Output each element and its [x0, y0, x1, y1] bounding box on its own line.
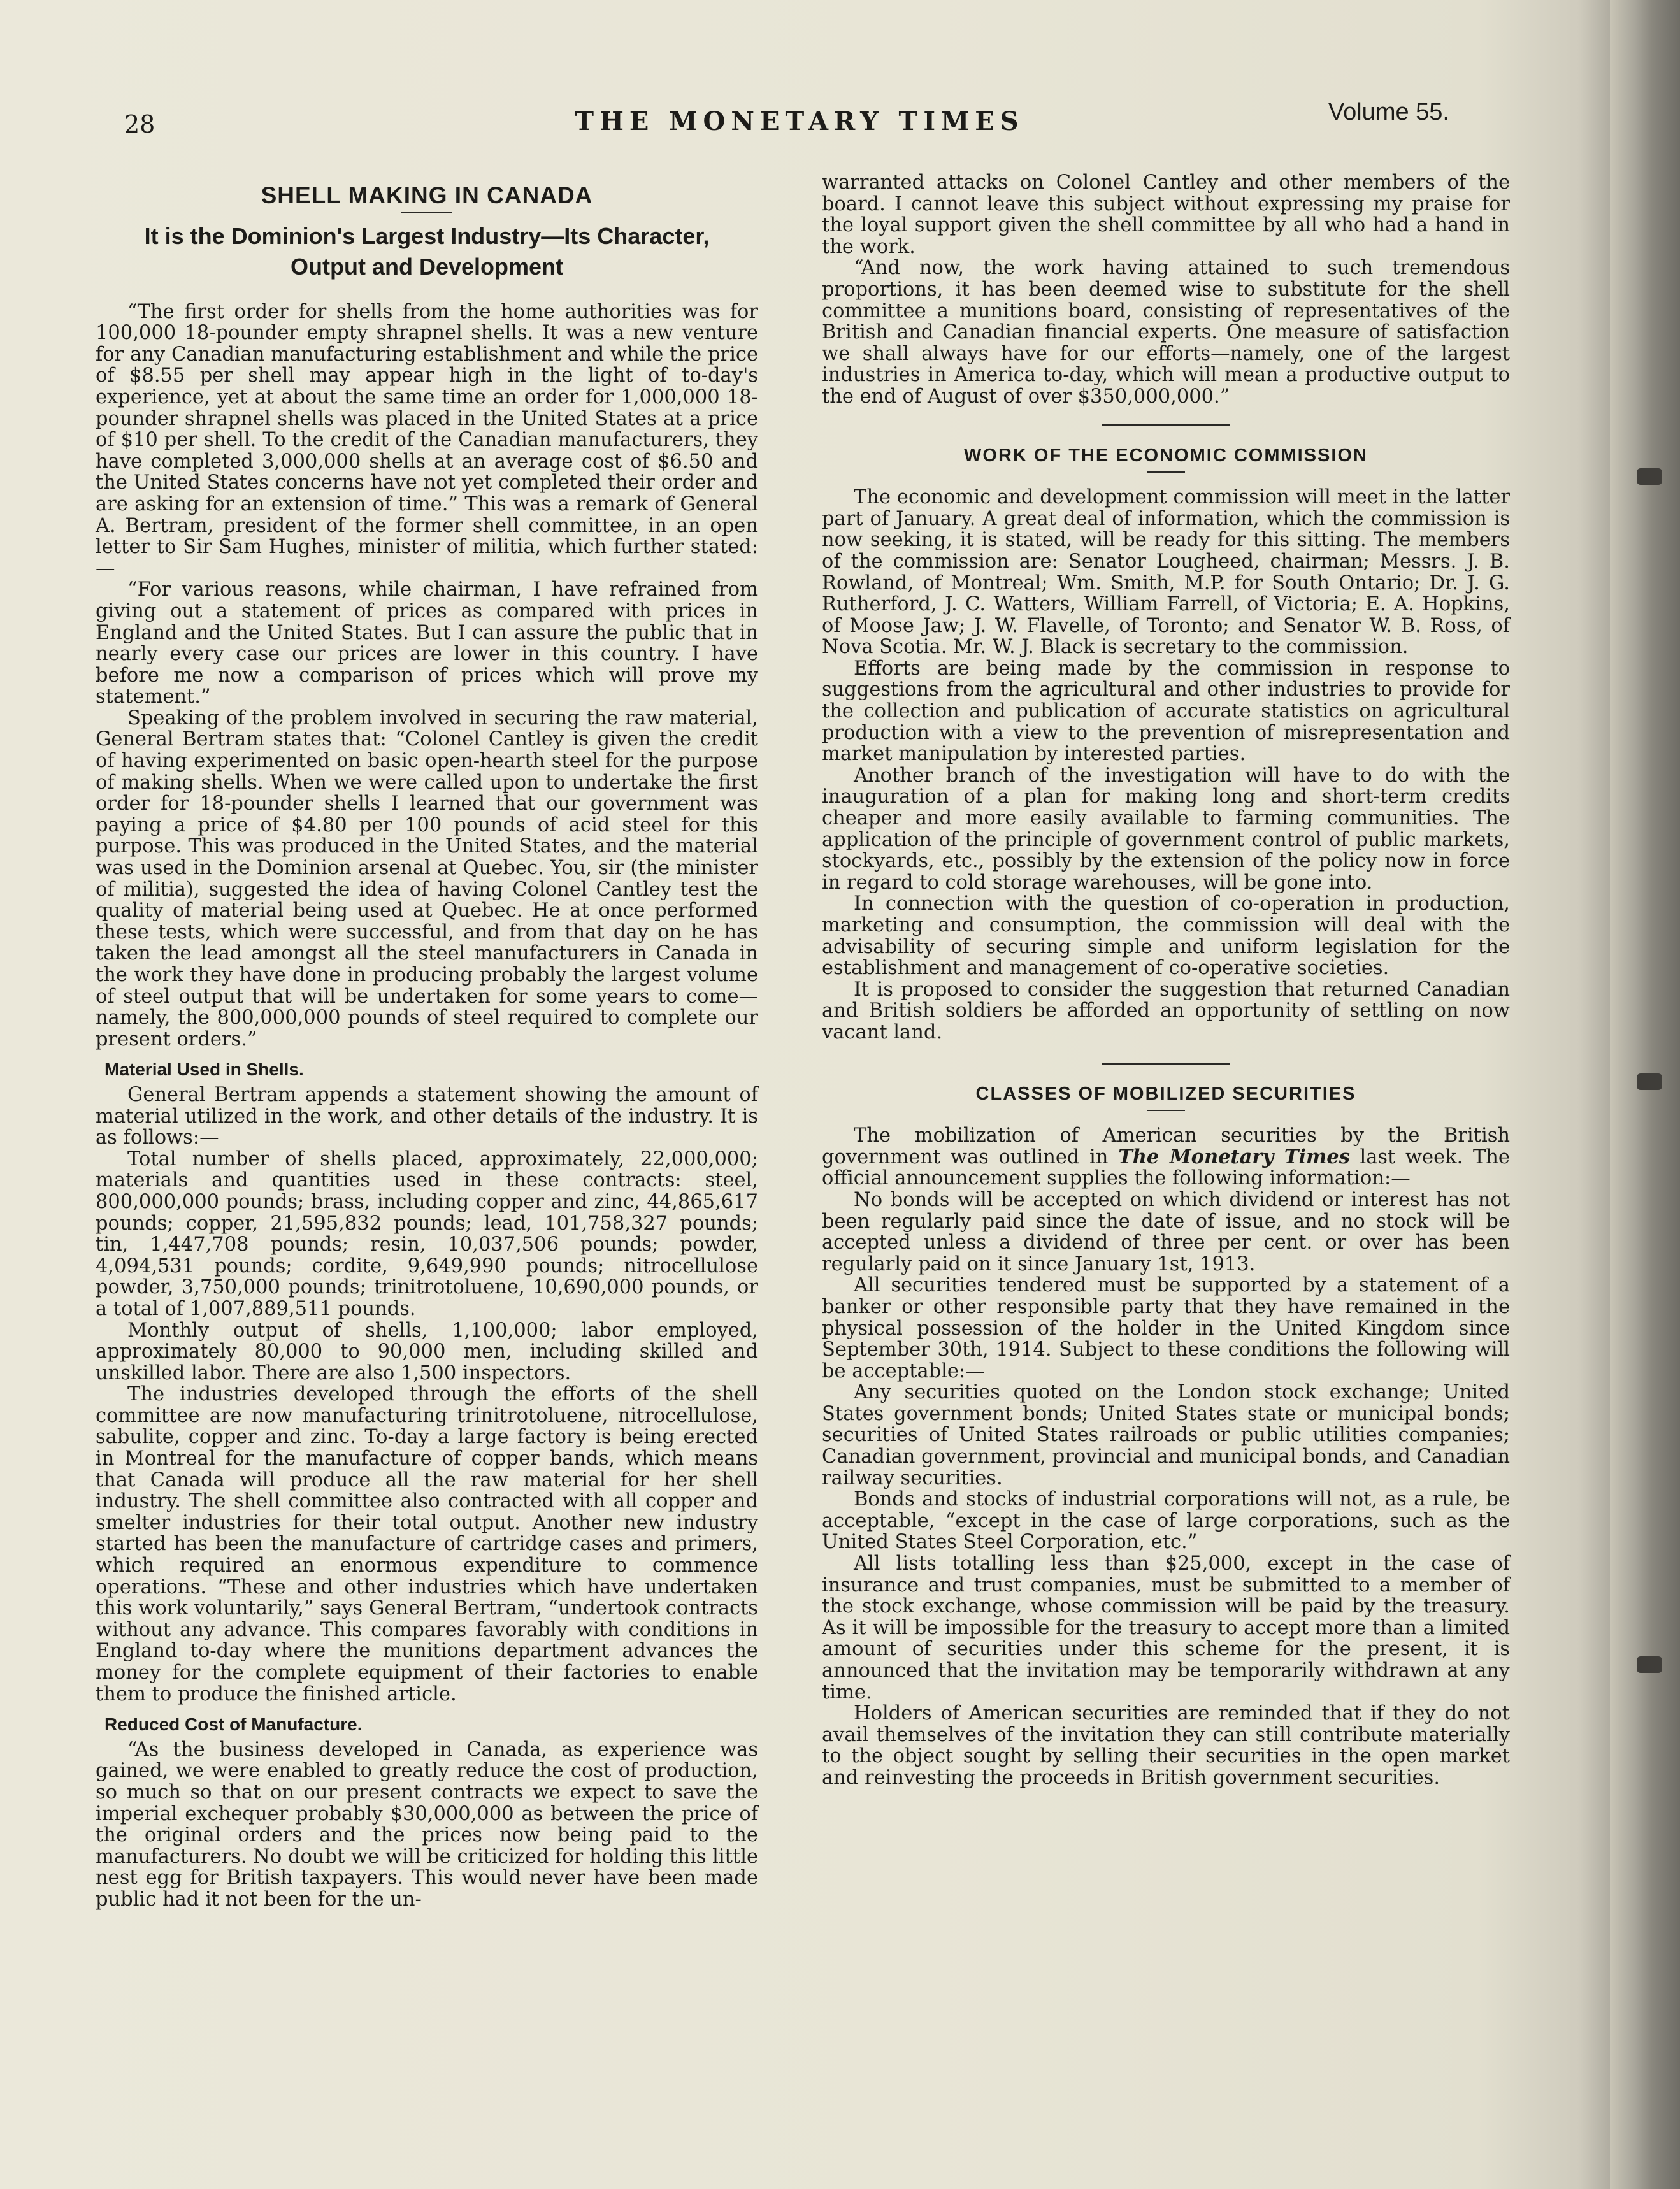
- intro-text: The mobilization of American securities by the British government was outlined in: [822, 1124, 1510, 1168]
- journal-title: THE MONETARY TIMES: [575, 106, 1024, 136]
- publication-name: The Monetary Times: [1118, 1145, 1350, 1168]
- paragraph: In connection with the question of co-operation in production, marketing and consumption, the commission will deal with the advisability of securing simple and uniform legislation for the establishment and management of co-operative societies.: [822, 893, 1510, 980]
- paragraph: Efforts are being made by the commission in response to suggestions from the agricultural and other industries to provide for the collection and publication of accurate statistics on agricultural production with a view to the prevention of misrepresentation and market manipulation by interested parties.: [822, 657, 1510, 766]
- paragraph: “For various reasons, while chairman, I have refrained from giving out a statement of prices as compared with prices in England and the United States. But I can assure the public that in nearly every case our prices are lower in this country. I have before me now a comparison of prices which will prove my statement.”: [96, 578, 758, 708]
- paragraph: Total number of shells placed, approximately, 22,000,000; materials and quantities used in these contracts: steel, 800,000,000 pounds; brass, including copper and zinc, 44,865,617 pounds; copper, 21,595,832 pounds; lead, 101,758,327 pounds; tin, 1,447,708 pounds; resin, 10,037,506 pounds; powder, 4,094,531 pounds; cordite, 9,649,990 pounds; nitrocellulose powder, 3,750,000 pounds; trinitrotoluene, 10,690,000 pounds, or a total of 1,007,889,511 pounds.: [96, 1147, 758, 1320]
- book-spine-edge: [1610, 0, 1680, 2189]
- article-title: WORK OF THE ECONOMIC COMMISSION: [964, 445, 1368, 466]
- paragraph: “And now, the work having attained to such tremendous proportions, it has been deemed wise to substitute for the shell committee a munitions board, consisting of representatives of the British and Canadian financial experts. One measure of satisfaction we shall always have for our efforts—namely, one of the largest industries in America to-day, which will mean a productive output to the end of August of over $350,000,000.”: [822, 257, 1510, 408]
- title-rule: [1147, 471, 1185, 473]
- paragraph: Bonds and stocks of industrial corporations will not, as a rule, be acceptable, “except in the case of large corporations, such as the United States Steel Corporation, etc.”: [822, 1488, 1510, 1554]
- paragraph: It is proposed to consider the suggestion that returned Canadian and British soldiers be afforded an opportunity of settling on now vacant land.: [822, 978, 1510, 1044]
- paragraph: Speaking of the problem involved in securing the raw material, General Bertram states that: “Colonel Cantley is given the credit of having experimented on basic open-hearth steel for the purpose of making shells. When we were called upon to undertake the first order for 18-pounder shells I learned that our government was paying a price of $4.80 per 100 pounds of acid steel for this purpose. This was produced in the United States, and the material was used in the Dominion arsenal at Quebec. You, sir (the minister of militia), suggested the idea of having Colonel Cantley test the quality of material being used at Quebec. He at once performed these tests, which were successful, and from that day on he has taken the lead amongst all the steel manufacturers in Canada in the work they have done in producing probably the largest volume of steel output that will be undertaken for some years to come—namely, the 800,000,000 pounds of steel required to complete our present orders.”: [96, 707, 758, 1051]
- paragraph: “The first order for shells from the home authorities was for 100,000 18-pounder empty shrapnel shells. It was a new venture for any Canadian manufacturing establishment and while the price of $8.55 per shell may appear high in the light of to-day's experience, yet at about the same time an order for 1,000,000 18-pounder shrapnel shells was placed in the United States at a price of $10 per shell. To the credit of the Canadian manufacturers, they have completed 3,000,000 shells at an average cost of $6.50 and the United States concerns have not yet completed their order and are asking for an extension of time.” This was a remark of General A. Bertram, president of the former shell committee, in an open letter to Sir Sam Hughes, minister of militia, which further stated:—: [96, 300, 758, 580]
- section-divider: [1102, 424, 1230, 426]
- left-column: [96, 178, 758, 1911]
- article-subtitle: It is the Dominion's Largest Industry—Its Character, Output and Development: [144, 222, 710, 280]
- page-header: [124, 99, 1475, 143]
- paragraph: “As the business developed in Canada, as experience was gained, we were enabled to greatly reduce the cost of production, so much so that on our present contracts we expect to save the imperial exchequer probably $30,000,000 as between the price of the original orders and the prices now being paid to the manufacturers. No doubt we will be criticized for holding this little nest egg for British taxpayers. This would never have been made public had it not been for the un-: [96, 1738, 758, 1911]
- paragraph: The economic and development commission will meet in the latter part of January. A great deal of information, which the commission is now seeking, it is stated, will be ready for this sitting. The members of the commission are: Senator Lougheed, chairman; Messrs. J. B. Rowland, of Montreal; Wm. Smith, M.P. for South Ontario; Dr. J. G. Rutherford, J. C. Watters, William Farrell, of Victoria; E. A. Hopkins, of Moose Jaw; J. W. Flavelle, of Toronto; and Senator W. B. Ross, of Nova Scotia. Mr. W. J. Black is secretary to the commission.: [822, 486, 1510, 659]
- binding-mark: [1637, 1073, 1662, 1090]
- title-rule: [1147, 1110, 1185, 1111]
- paragraph: All securities tendered must be supported by a statement of a banker or other responsible party that they have remained in the physical possession of the holder in the United Kingdom since September 30th, 1914. Subject to these conditions the following will be acceptable:—: [822, 1274, 1510, 1382]
- paragraph: No bonds will be accepted on which dividend or interest has not been regularly paid since the date of issue, and no stock will be accepted unless a dividend of three per cent. or over has been regularly paid on it since January 1st, 1913.: [822, 1188, 1510, 1275]
- paragraph: Another branch of the investigation will have to do with the inauguration of a plan for making long and short-term credits cheaper and more easily available to farming communities. The application of the principle of government control of public markets, stockyards, etc., possibly by the extension of the policy now in force in regard to cold storage warehouses, will be gone into.: [822, 764, 1510, 894]
- binding-mark: [1637, 468, 1662, 485]
- article-title: CLASSES OF MOBILIZED SECURITIES: [975, 1083, 1356, 1104]
- section-heading: Material Used in Shells.: [104, 1059, 304, 1080]
- page-number: 28: [124, 110, 155, 138]
- section-heading: Reduced Cost of Manufacture.: [104, 1714, 363, 1735]
- paragraph: [822, 1125, 1510, 1189]
- paragraph: General Bertram appends a statement showing the amount of material utilized in the work, and other details of the industry. It is as follows:—: [96, 1083, 758, 1149]
- paragraph: Holders of American securities are reminded that if they do not avail themselves of the invitation they can still contribute materially to the object sought by selling their securities in the open market and reinvesting the proceeds in British government securities.: [822, 1702, 1510, 1789]
- paragraph: warranted attacks on Colonel Cantley and other members of the board. I cannot leave this subject without expressing my praise for the loyal support given the shell committee by all who had a hand in the work.: [822, 171, 1510, 258]
- paragraph: The industries developed through the efforts of the shell committee are now manufacturing trinitrotoluene, nitrocellulose, sabulite, copper and zinc. To-day a large factory is being erected in Montreal for the manufacture of copper bands, which means that Canada will produce all the raw material for her shell industry. The shell committee also contracted with all copper and smelter industries for their total output. Another new industry started has been the manufacture of cartridge cases and primers, which required an enormous expenditure to commence operations. “These and other industries which have undertaken this work voluntarily,” says General Bertram, “undertook contracts without any advance. This compares favorably with conditions in England to-day where the munitions department advances the money for the complete equipment of their factories to enable them to produce the finished article.: [96, 1383, 758, 1705]
- section-divider: [1102, 1063, 1230, 1065]
- intro-text: last week. The official announcement supplies the following information:—: [822, 1145, 1510, 1190]
- title-rule: [401, 212, 452, 213]
- paragraph: All lists totalling less than $25,000, except in the case of insurance and trust companies, must be submitted to a member of the stock exchange, whose commission will be paid by the treasury. As it will be impossible for the treasury to accept more than a limited amount of securities under this scheme for the present, it is announced that the invitation may be temporarily withdrawn at any time.: [822, 1553, 1510, 1704]
- right-column: [822, 172, 1510, 1789]
- binding-mark: [1637, 1656, 1662, 1673]
- paragraph: Monthly output of shells, 1,100,000; labor employed, approximately 80,000 to 90,000 men, including skilled and unskilled labor. There are also 1,500 inspectors.: [96, 1319, 758, 1384]
- paragraph: Any securities quoted on the London stock exchange; United States government bonds; United States state or municipal bonds; securities of United States railroads or public utilities companies; Canadian government, provincial and municipal bonds, and Canadian railway securities.: [822, 1381, 1510, 1489]
- article-title: SHELL MAKING IN CANADA: [261, 182, 593, 208]
- volume-label: Volume 55.: [1328, 99, 1449, 126]
